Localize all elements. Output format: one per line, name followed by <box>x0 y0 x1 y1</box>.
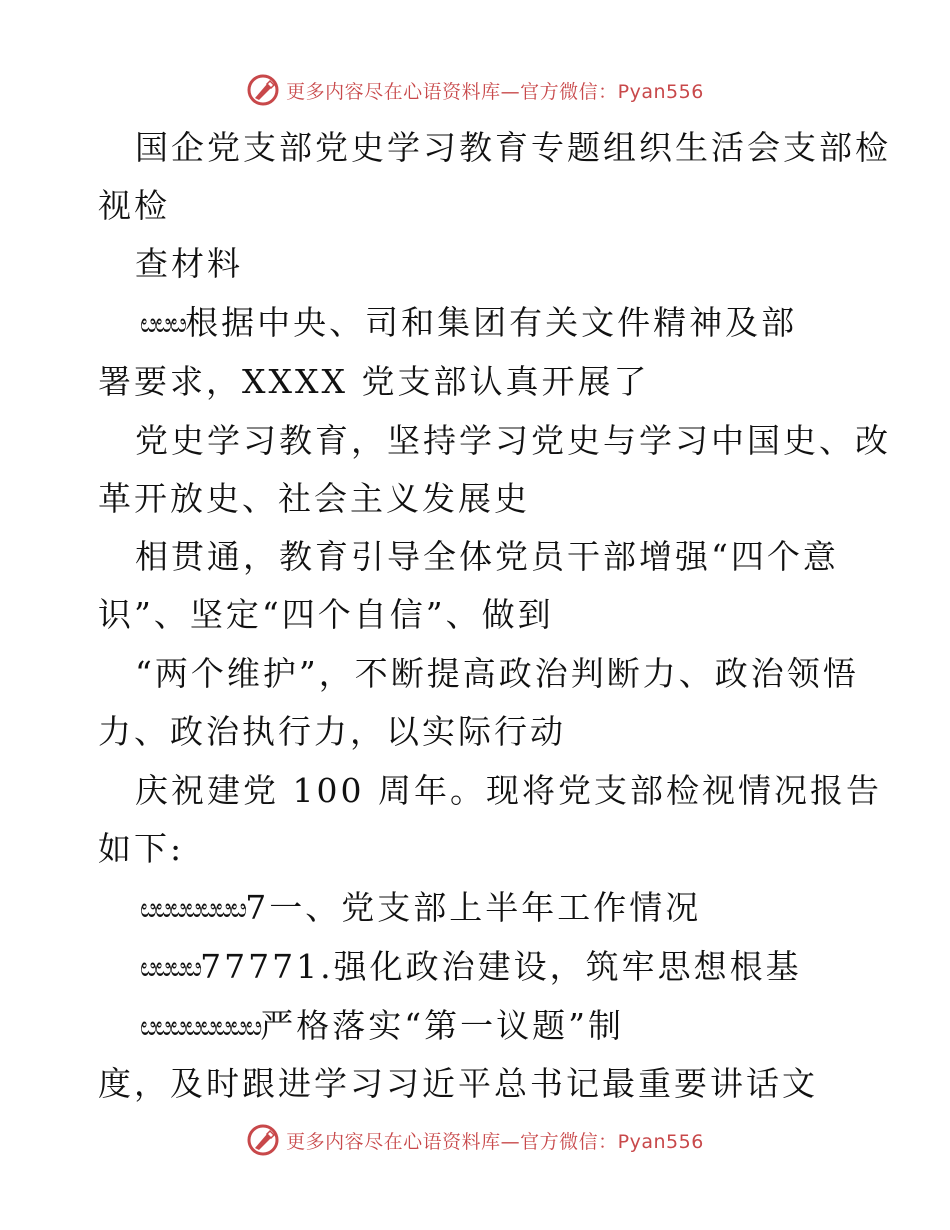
paragraph-line: “两个维护”，不断提高政治判断力、政治领悟 <box>135 654 859 693</box>
ornament-glyphs: ೞೞೞ <box>140 309 186 339</box>
paragraph-line <box>140 303 797 343</box>
watermark-text: 更多内容尽在心语资料库—官方微信：Pyan556 <box>286 1130 704 1153</box>
header-watermark <box>0 70 950 110</box>
paragraph-text: 严格落实“第一议题”制 <box>260 1006 624 1045</box>
footer-watermark <box>0 1120 950 1160</box>
watermark-text: 更多内容尽在心语资料库—官方微信：Pyan556 <box>286 80 704 103</box>
paragraph-line: 如下: <box>98 829 185 868</box>
title-line-1: 国企党支部党史学习教育专题组织生活会支部检 <box>135 128 891 167</box>
paragraph-line: 识”、坚定“四个自信”、做到 <box>98 595 554 634</box>
section-heading-text: 7一、党支部上半年工作情况 <box>245 888 702 927</box>
title-line-2: 视检 <box>98 186 170 225</box>
pen-nib-circle-logo-icon <box>246 73 280 107</box>
paragraph-line: 署要求，XXXX 党支部认真开展了 <box>98 362 650 401</box>
subsection-heading-line <box>140 947 802 987</box>
paragraph-line: 党史学习教育，坚持学习党史与学习中国史、改 <box>135 421 891 460</box>
pen-nib-circle-logo-icon <box>246 1123 280 1157</box>
title-line-3: 查材料 <box>135 244 243 283</box>
paragraph-line: 力、政治执行力，以实际行动 <box>98 712 566 751</box>
paragraph-line <box>140 1006 624 1046</box>
section-heading-line <box>140 888 701 928</box>
paragraph-line: 庆祝建党 100 周年。现将党支部检视情况报告 <box>135 771 882 810</box>
paragraph-line: 度，及时跟进学习习近平总书记最重要讲话文 <box>98 1064 818 1103</box>
paragraph-line: 相贯通，教育引导全体党员干部增强“四个意 <box>135 537 839 576</box>
ornament-glyphs: ೞೞೞೞೞೞೞ <box>140 894 246 924</box>
subsection-heading-text: 77771.强化政治建设，筑牢思想根基 <box>200 947 802 986</box>
paragraph-line: 革开放史、社会主义发展史 <box>98 479 530 518</box>
paragraph-text: 根据中央、司和集团有关文件精神及部 <box>185 303 798 342</box>
ornament-glyphs: ೞೞೞೞೞೞೞೞ <box>140 1012 261 1042</box>
ornament-glyphs: ೞೞೞೞ <box>140 953 201 983</box>
